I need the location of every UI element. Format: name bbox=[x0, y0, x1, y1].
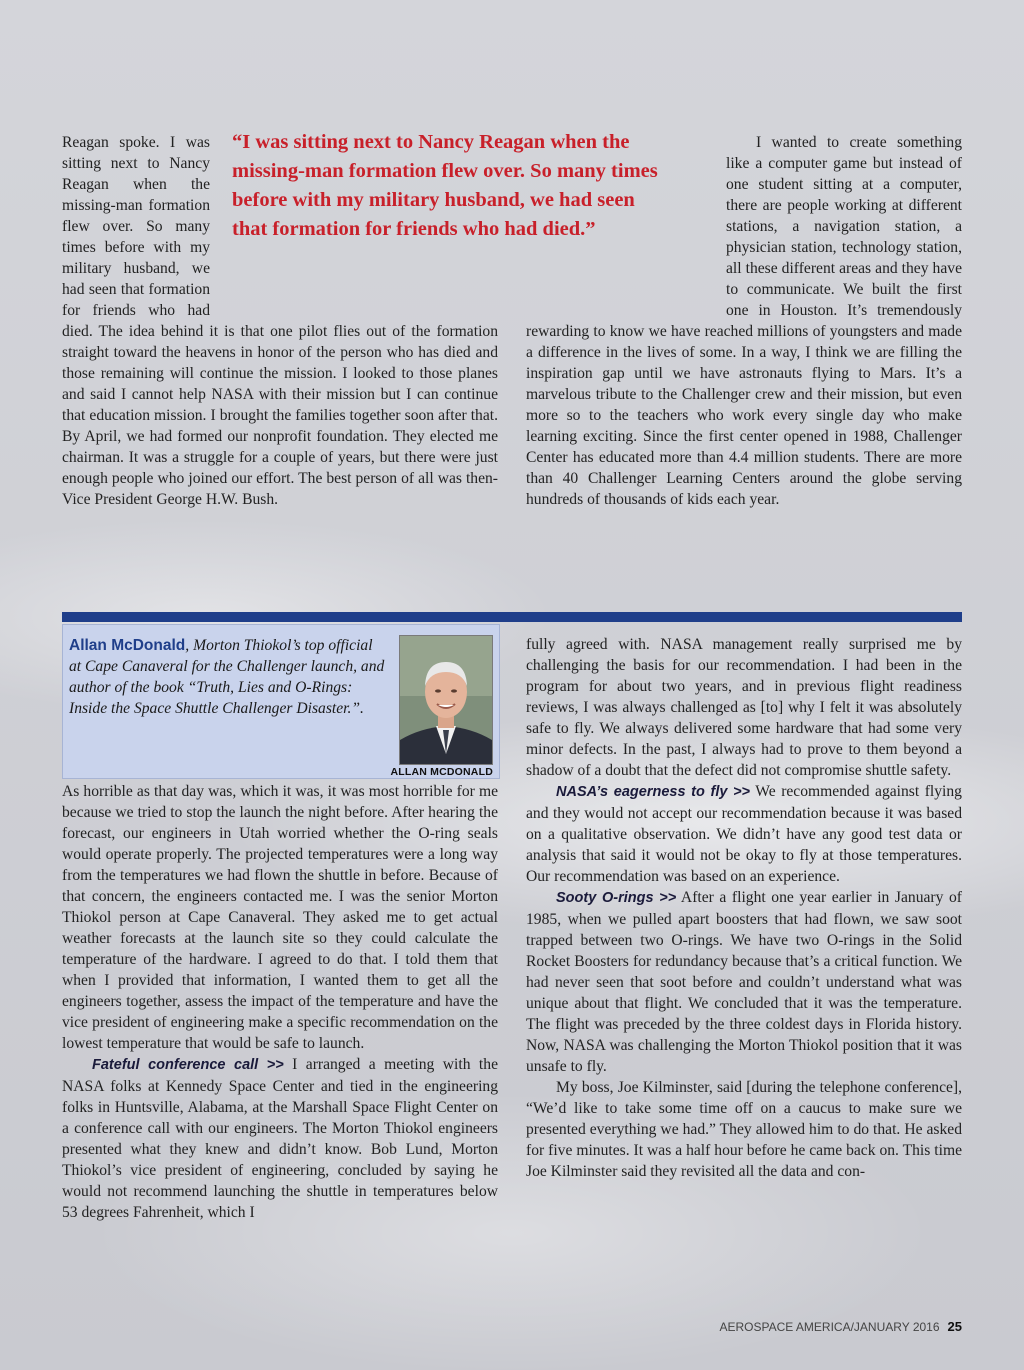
right-bottom-paragraph-4: My boss, Joe Kilminster, said [during the telephone conference], “We’d like to take some time off on a caucus to make sure we presented everything we had.” They allowed him to do that. He asked for five minutes. It was a half hour before he came back on. This time Joe Kilminster said they revisited all the data and con- bbox=[526, 1079, 962, 1180]
bio-text bbox=[69, 635, 387, 719]
paragraph-body: We recommended against flying and they would not accept our recommendation because it was based on a qualitative observation. We didn’t have any good test data or analysis that said it would not be okay to fly at those temperatures. Our recommendation was based on an experience. bbox=[526, 783, 962, 885]
section-lead-sooty-o-rings: Sooty O-rings >> bbox=[556, 890, 677, 906]
bio-box bbox=[62, 624, 500, 779]
bio-description: Morton Thiokol’s top official at Cape Canaveral for the Challenger launch, and author of the book “Truth, Lies and O-Rings: Inside the Space Shuttle Challenger Disaster.”. bbox=[69, 637, 385, 717]
portrait-photo bbox=[399, 635, 493, 765]
right-bottom-paragraph-1: fully agreed with. NASA management really surprised me by challenging the basis for our recommendation. I had been in the program for about two years, and in previous flight readiness reviews, I was always challenged as [to] why I felt it was absolutely safe to fly. We always delivered some hardware that had some very minor defects. In the past, I always had to prove to them beyond a shadow of a doubt that the defect did not compromise shuttle safety. bbox=[526, 636, 962, 779]
pull-quote-spacer bbox=[210, 132, 498, 321]
bio-name: Allan McDonald bbox=[69, 637, 186, 654]
left-bottom-paragraph-1: As horrible as that day was, which it was, it was most horrible for me because we tried to stop the launch the night before. After hearing the forecast, our engineers in Utah worried whether the O-ring seals would operate properly. The projected temperatures were a long way from the temperatures we had flown the shuttle in before. Because of that concern, the engineers contacted me. I was the senior Morton Thiokol person at Cape Canaveral. They asked me to get actual weather forecasts at the launch site so they could calculate the temperature of the hardware. I agreed to do that. I told them that when I provided that information, I wanted them to get all the engineers together, assess the impact of the temperature and have the vice president of engineering make a specific recommendation on the lowest temperature that would be safe to launch. bbox=[62, 783, 498, 1052]
left-top-paragraph: Reagan spoke. I was sitting next to Nancy Reagan when the missing-man formation flew over. So many times before with my military husband, we had seen that formation for friends who had died. The idea behind it is that one pilot flies out of the formation straight toward the heavens in honor of the person who has died and those remaining will continue the mission. I looked to those planes and said I cannot help NASA with their mission but I can continue that education mission. I brought the families together soon after that. By April, we had formed our nonprofit foundation. They elected me chairman. It was a struggle for a couple of years, but there were just enough people who joined our effort. The best person of all was then-Vice President George H.W. Bush. bbox=[62, 134, 498, 508]
paragraph-body: I arranged a meeting with the NASA folks at Kennedy Space Center and tied in the engineering folks in Huntsville, Alabama, at the Marshall Space Flight Center on a conference call with our engineers. The Morton Thiokol engineers presented what they knew and didn’t know. Bob Lund, Morton Thiokol’s vice president of engineering, concluded by saying he would not recommend launching the shuttle in temperatures below 53 degrees Fahrenheit, which I bbox=[62, 1056, 498, 1221]
right-bottom-paragraph-2 bbox=[526, 781, 962, 887]
portrait-illustration bbox=[400, 636, 492, 764]
paragraph-body: After a flight one year earlier in January of 1985, when we pulled apart boosters that had flown, we saw soot trapped between two O-rings. We have two O-rings in the Solid Rocket Boosters for redundancy because that’s a critical function. We had never seen that soot before and couldn’t understand what was unique about that flight. We concluded that it was the temperature. The flight was preceded by the three coldest days in Florida history. Now, NASA was challenging the Morton Thiokol position that it was unsafe to fly. bbox=[526, 889, 962, 1075]
page-number: 25 bbox=[947, 1319, 962, 1334]
pull-quote-spacer bbox=[526, 132, 726, 321]
section-divider bbox=[62, 612, 962, 622]
section-lead-nasa-eagerness: NASA’s eagerness to fly >> bbox=[556, 784, 751, 800]
left-bottom-column bbox=[62, 781, 498, 1223]
left-top-column bbox=[62, 132, 498, 510]
right-top-paragraph: I wanted to create something like a computer game but instead of one student sitting at a computer, there are people working at different stations, a navigation station, a physician station, technology station, all these different areas and they have to communicate. We built the first one in Houston. It’s tremendously rewarding to know we have reached millions of youngsters and made a difference in the lives of some. In a way, I think we are filling the inspiration gap until we have astronauts flying to Mars. It’s a marvelous tribute to the Challenger crew and their mission, but even more so to the teachers who work every single day who make learning exciting. Since the first center opened in 1988, Challenger Center has educated more than 4.4 million students. There are more than 40 Challenger Learning Centers around the globe serving hundreds of thousands of kids each year. bbox=[526, 134, 962, 508]
publication-name: AEROSPACE AMERICA/JANUARY 2016 bbox=[719, 1320, 940, 1334]
left-bottom-paragraph-2 bbox=[62, 1054, 498, 1223]
pull-quote: “I was sitting next to Nancy Reagan when the missing-man formation flew over. So many times before with my military husband, we had seen that formation for friends who had died.” bbox=[232, 131, 658, 240]
section-lead-fateful-conference-call: Fateful conference call >> bbox=[92, 1057, 284, 1073]
right-top-column bbox=[526, 132, 962, 510]
bio-separator: , bbox=[185, 637, 190, 654]
right-bottom-paragraph-3 bbox=[526, 887, 962, 1077]
right-bottom-column bbox=[526, 634, 962, 1182]
page-footer bbox=[719, 1319, 962, 1334]
photo-caption: ALLAN MCDONALD bbox=[390, 766, 493, 778]
